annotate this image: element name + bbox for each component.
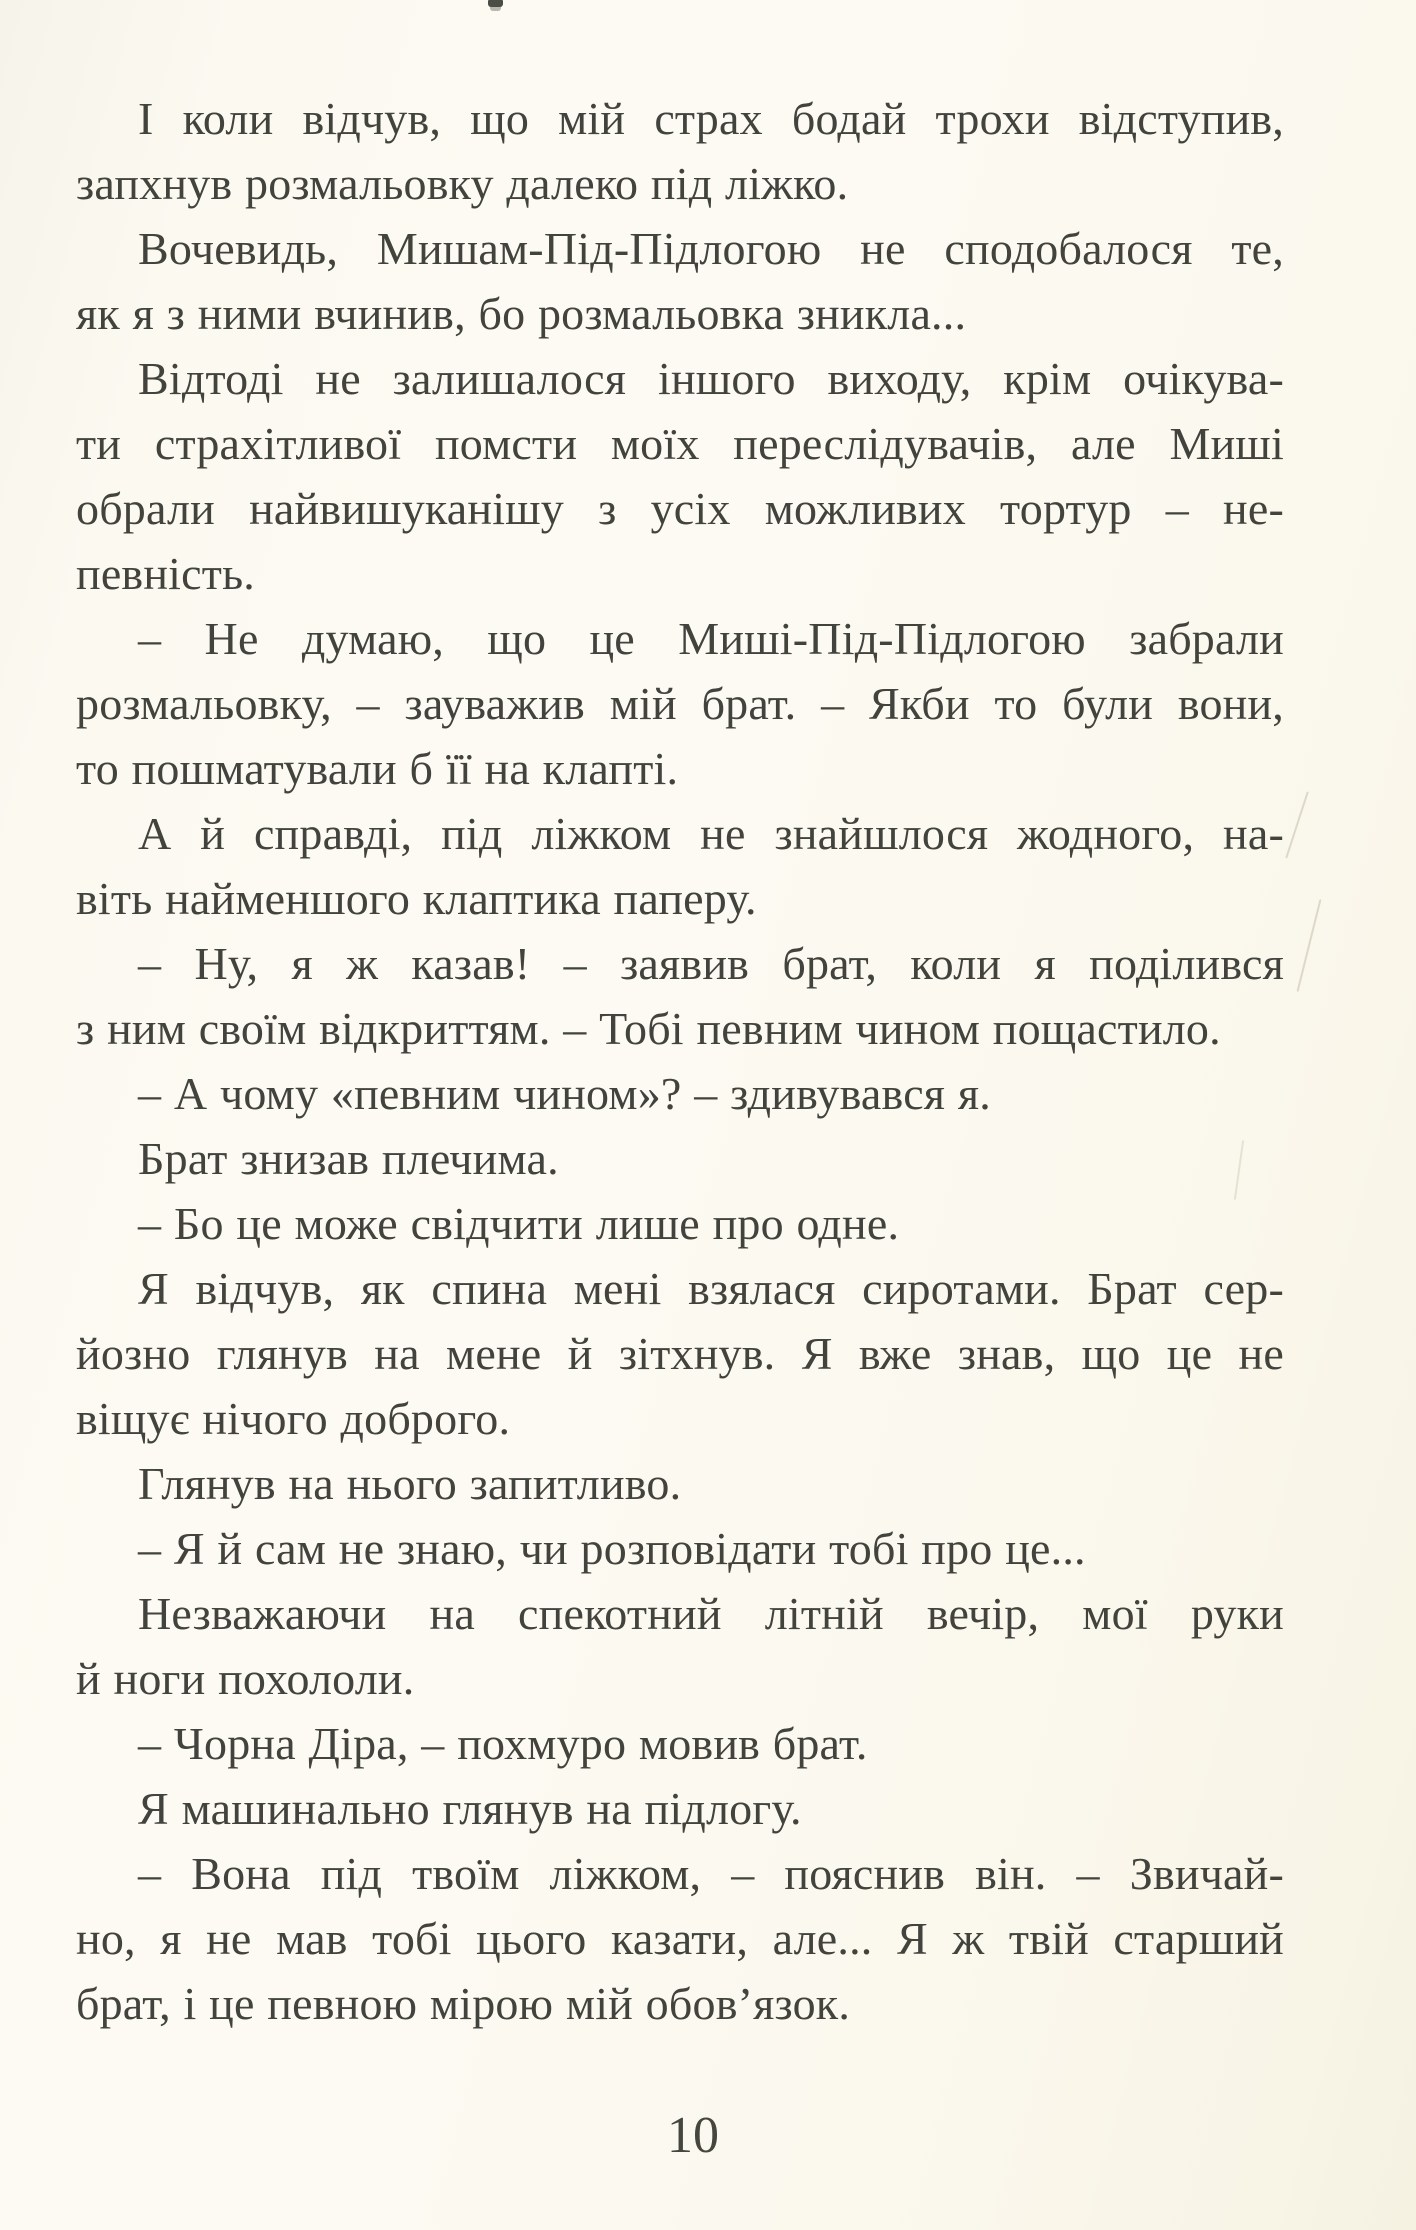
scan-scratch xyxy=(1297,899,1322,992)
text-line: Відтоді не залишалося іншого виходу, крім очікува- xyxy=(138,353,1284,404)
text-line: Незважаючи на спекотний літній вечір, мої руки xyxy=(138,1588,1284,1639)
text-line: як я з ними вчинив, бо розмальовка зникла... xyxy=(76,288,967,339)
text-line: то пошматували б її на клапті. xyxy=(76,743,679,794)
scan-artifact-top-shadow xyxy=(490,7,501,11)
text-line: Я відчув, як спина мені взялася сиротами. Брат сер- xyxy=(138,1263,1284,1314)
scan-artifact-top xyxy=(488,0,503,7)
text-line: но, я не мав тобі цього казати, але... Я ж твій старший xyxy=(76,1913,1284,1964)
text-line: Я машинально глянув на підлогу. xyxy=(138,1783,802,1834)
text-line: обрали найвишуканішу з усіх можливих тортур – не- xyxy=(76,483,1284,534)
text-line: Глянув на нього запитливо. xyxy=(138,1458,682,1509)
text-line: – Не думаю, що це Миші-Під-Підлогою забрали xyxy=(138,613,1284,664)
text-line: – Чорна Діра, – похмуро мовив брат. xyxy=(138,1718,868,1769)
text-line: віть найменшого клаптика паперу. xyxy=(76,873,757,924)
body-text xyxy=(76,86,1284,2036)
text-line: – Ну, я ж казав! – заявив брат, коли я поділився xyxy=(138,938,1284,989)
text-line: І коли відчув, що мій страх бодай трохи відступив, xyxy=(138,93,1284,144)
scan-scratch xyxy=(1285,791,1309,858)
text-line: йозно глянув на мене й зітхнув. Я вже знав, що це не xyxy=(76,1328,1284,1379)
text-line: – Вона під твоїм ліжком, – пояснив він. – Звичай- xyxy=(138,1848,1284,1899)
text-line: брат, і це певною мірою мій обов’язок. xyxy=(76,1978,851,2029)
text-line: – Я й сам не знаю, чи розповідати тобі про це... xyxy=(138,1523,1086,1574)
text-line: певність. xyxy=(76,548,255,599)
text-line: з ним своїм відкриттям. – Тобі певним чином пощастило. xyxy=(76,1003,1221,1054)
text-line: й ноги похололи. xyxy=(76,1653,415,1704)
text-line: запхнув розмальовку далеко під ліжко. xyxy=(76,158,849,209)
text-line: Брат знизав плечима. xyxy=(138,1133,559,1184)
text-line: розмальовку, – зауважив мій брат. – Якби то були вони, xyxy=(76,678,1284,729)
page-number: 10 xyxy=(667,2107,719,2164)
text-line: ти страхітливої помсти моїх переслідувачів, але Миші xyxy=(76,418,1284,469)
text-line: – А чому «певним чином»? – здивувався я. xyxy=(138,1068,991,1119)
text-line: – Бо це може свідчити лише про одне. xyxy=(138,1198,900,1249)
text-line: віщує нічого доброго. xyxy=(76,1393,511,1444)
text-line: Вочевидь, Мишам-Під-Підлогою не сподобалося те, xyxy=(138,223,1284,274)
text-line: А й справді, під ліжком не знайшлося жодного, на- xyxy=(138,808,1284,859)
